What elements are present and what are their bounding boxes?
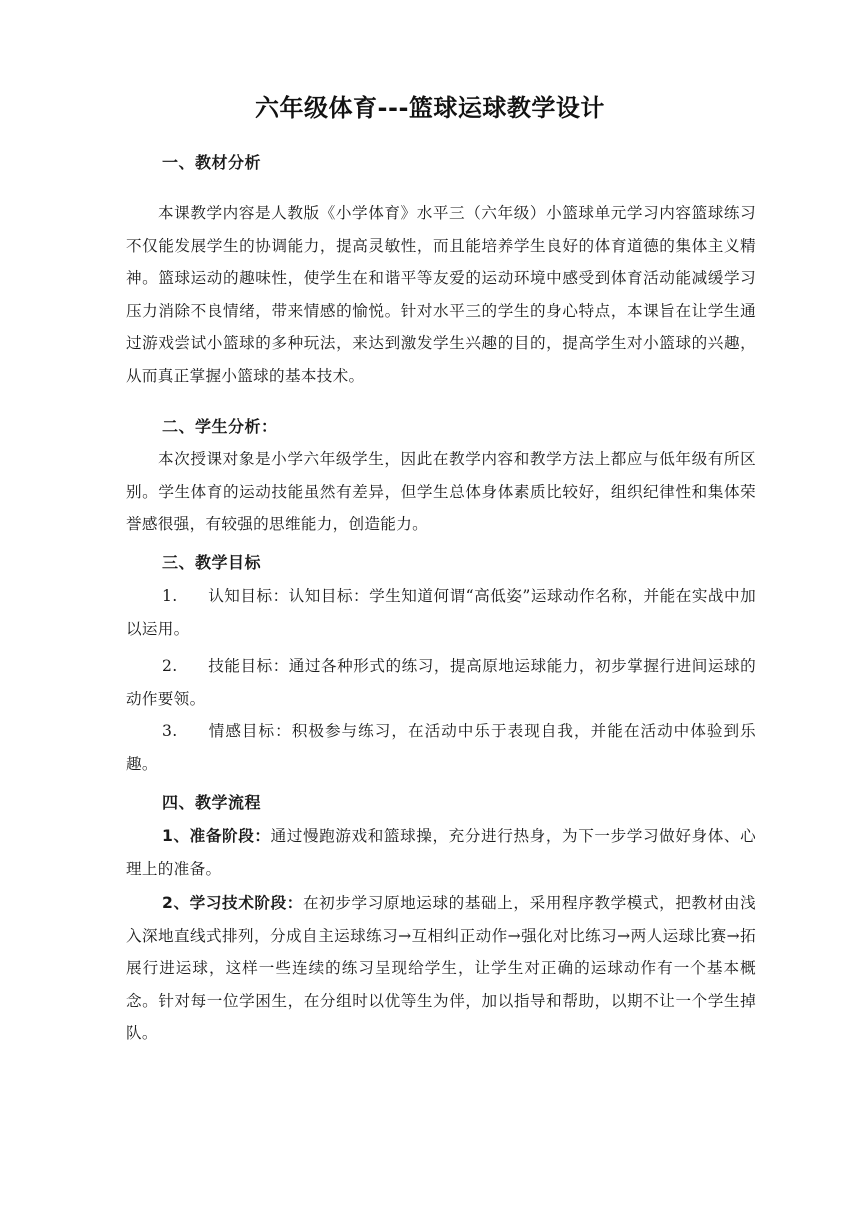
process-item-lead: 1、准备阶段： xyxy=(162,827,271,845)
list-text: 情感目标：积极参与练习，在活动中乐于表现自我，并能在活动中体验到乐趣。 xyxy=(126,722,756,773)
process-item-lead: 2、学习技术阶段： xyxy=(162,894,303,912)
section-teaching-process xyxy=(126,790,756,813)
section-heading: 一、教材分析 xyxy=(162,153,262,172)
list-number: 3. xyxy=(162,722,178,740)
section-teaching-objectives xyxy=(126,550,756,573)
section-student-analysis-body xyxy=(126,443,756,541)
list-text: 技能目标：通过各种形式的练习，提高原地运球能力，初步掌握行进间运球的动作要领。 xyxy=(126,657,756,708)
process-item-text: 在初步学习原地运球的基础上，采用程序教学模式，把教材由浅入深地直线式排列，分成自主运球练习→互相纠正动作→强化对比练习→两人运球比赛→拓展行进运球，这样一些连续的练习呈现给学生，让学生对正确的运球动作有一个基本概念。针对每一位学困生，在分组时以优等生为伴，加以指导和帮助，以期不让一个学生掉队。 xyxy=(126,894,756,1042)
list-text: 认知目标：认知目标：学生知道何谓“高低姿”运球动作名称，并能在实战中加以运用。 xyxy=(126,587,756,638)
list-item xyxy=(126,580,756,645)
list-number: 1. xyxy=(162,587,178,605)
process-item-text: 通过慢跑游戏和篮球操，充分进行热身，为下一步学习做好身体、心理上的准备。 xyxy=(126,827,756,878)
list-item xyxy=(126,715,756,780)
section-heading: 四、教学流程 xyxy=(162,793,262,812)
list-item xyxy=(126,650,756,715)
objective-list xyxy=(126,650,756,715)
paragraph: 本次授课对象是小学六年级学生，因此在教学内容和教学方法上都应与低年级有所区别。学生体育的运动技能虽然有差异，但学生总体身体素质比较好，组织纪律性和集体荣誉感很强，有较强的思维能力，创造能力。 xyxy=(126,450,756,533)
section-material-analysis-body xyxy=(126,197,756,392)
section-heading: 三、教学目标 xyxy=(162,553,262,572)
process-item xyxy=(126,820,756,885)
paragraph: 本课教学内容是人教版《小学体育》水平三（六年级）小篮球单元学习内容篮球练习不仅能发展学生的协调能力，提高灵敏性，而且能培养学生良好的体育道德的集体主义精神。篮球运动的趣味性，使学生在和谐平等友爱的运动环境中感受到体育活动能减缓学习压力消除不良情绪，带来情感的愉悦。针对水平三的学生的身心特点，本课旨在让学生通过游戏尝试小篮球的多种玩法，来达到激发学生兴趣的目的，提高学生对小篮球的兴趣，从而真正掌握小篮球的基本技术。 xyxy=(126,204,756,385)
section-heading: 二、学生分析： xyxy=(162,417,278,436)
section-student-analysis xyxy=(126,414,756,437)
process-list xyxy=(126,820,756,885)
section-material-analysis xyxy=(126,150,756,173)
list-number: 2. xyxy=(162,657,178,675)
objective-list xyxy=(126,580,756,645)
process-list xyxy=(126,887,756,1050)
document-title: 六年级体育---篮球运球教学设计 xyxy=(255,94,605,122)
process-item xyxy=(126,887,756,1050)
objective-list xyxy=(126,715,756,780)
